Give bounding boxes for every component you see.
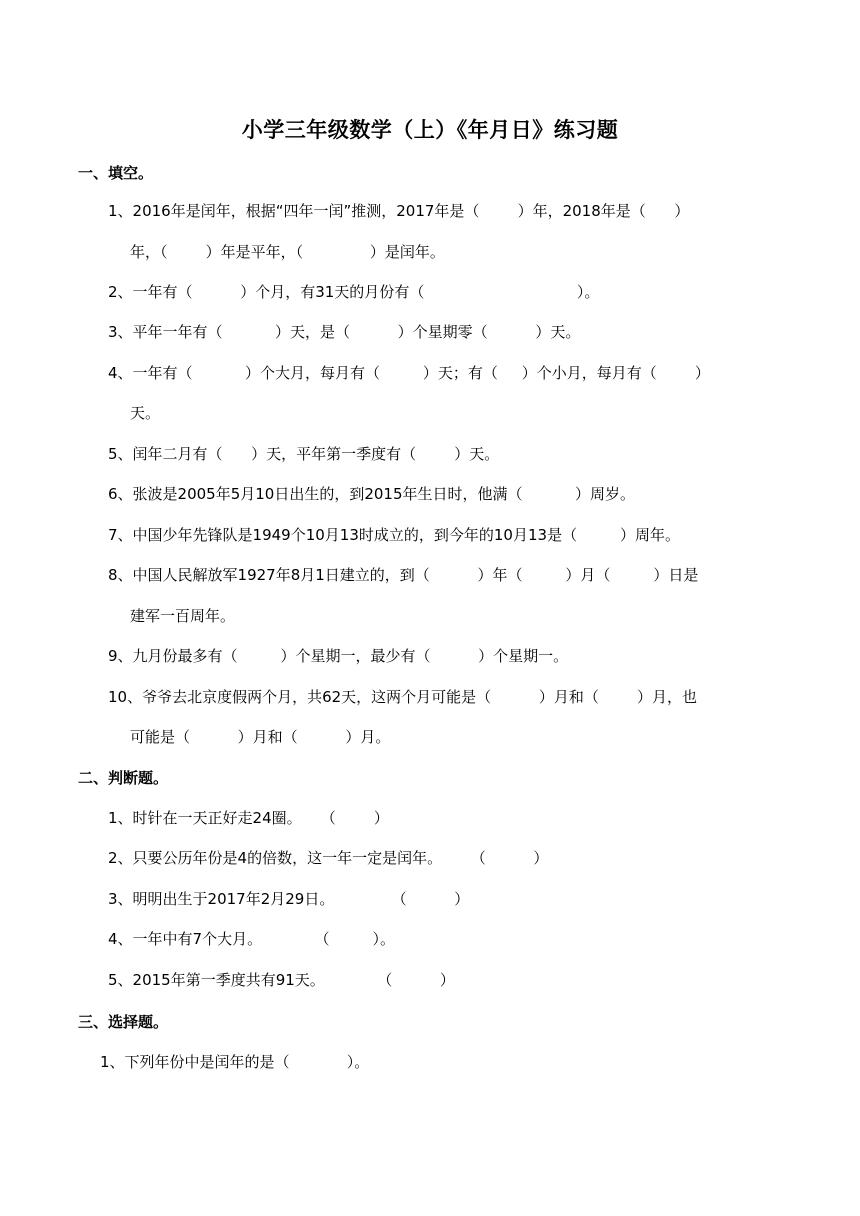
fill-question-2: 2、一年有（ ）个月，有31天的月份有（ ）。 bbox=[108, 283, 600, 301]
judge-question-4: 4、一年中有7个大月。 （ ）。 bbox=[108, 930, 395, 948]
fill-question-1-line-2: 年，（ ）年是平年，（ ）是闰年。 bbox=[130, 243, 445, 261]
fill-question-3: 3、平年一年有（ ）天，是（ ）个星期零（ ）天。 bbox=[108, 323, 581, 341]
fill-question-6: 6、张波是2005年5月10日出生的，到2015年生日时，他满（ ）周岁。 bbox=[108, 485, 635, 503]
choice-question-1: 1、下列年份中是闰年的是（ ）。 bbox=[100, 1053, 370, 1071]
section-heading-choice: 三、选择题。 bbox=[78, 1013, 169, 1031]
fill-question-4-line-2: 天。 bbox=[130, 404, 161, 422]
judge-question-5: 5、2015年第一季度共有91天。 （ ） bbox=[108, 971, 455, 989]
section-heading-judge: 二、判断题。 bbox=[78, 769, 169, 787]
fill-question-8-line-1: 8、中国人民解放军1927年8月1日建立的，到（ ）年（ ）月（ ）日是 bbox=[108, 566, 699, 584]
judge-question-1: 1、时针在一天正好走24圈。 （ ） bbox=[108, 809, 389, 827]
section-heading-fill: 一、填空。 bbox=[78, 164, 154, 182]
page-title: 小学三年级数学（上）《年月日》练习题 bbox=[241, 118, 619, 142]
fill-question-1-line-1: 1、2016年是闰年，根据“四年一闰”推测，2017年是（ ）年，2018年是（ ） bbox=[108, 202, 690, 220]
fill-question-4-line-1: 4、一年有（ ）个大月，每月有（ ）天；有（ ）个小月，每月有（ ） bbox=[108, 364, 710, 382]
judge-question-2: 2、只要公历年份是4的倍数，这一年一定是闰年。 （ ） bbox=[108, 849, 549, 867]
fill-question-5: 5、闰年二月有（ ）天，平年第一季度有（ ）天。 bbox=[108, 445, 500, 463]
fill-question-7: 7、中国少年先锋队是1949个10月13时成立的，到今年的10月13是（ ）周年。 bbox=[108, 526, 680, 544]
judge-question-3: 3、明明出生于2017年2月29日。 （ ） bbox=[108, 890, 470, 908]
fill-question-8-line-2: 建军一百周年。 bbox=[130, 607, 236, 625]
fill-question-10-line-1: 10、爷爷去北京度假两个月，共62天，这两个月可能是（ ）月和（ ）月，也 bbox=[108, 688, 698, 706]
fill-question-9: 9、九月份最多有（ ）个星期一，最少有（ ）个星期一。 bbox=[108, 647, 569, 665]
fill-question-10-line-2: 可能是（ ）月和（ ）月。 bbox=[130, 728, 391, 746]
